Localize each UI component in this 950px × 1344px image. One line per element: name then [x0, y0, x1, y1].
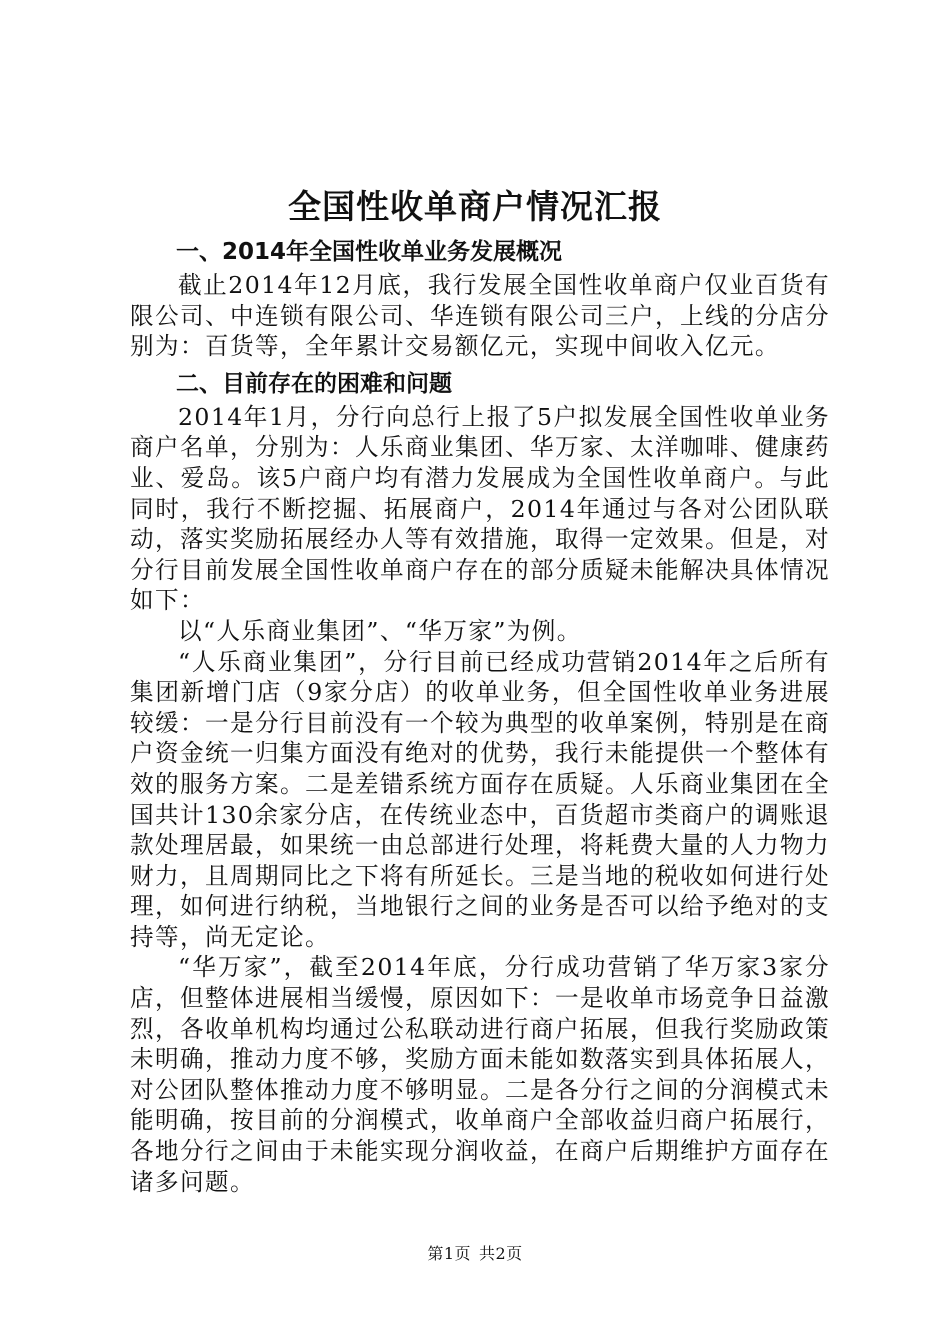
page-number: 第1页 [427, 1244, 471, 1263]
paragraph: 以“人乐商业集团”、“华万家”为例。 [178, 616, 582, 645]
paragraph: 截止2014年12月底，我行发展全国性收单商户仅业百货有限公司、中连锁有限公司、华连锁有限公司三户，上线的分店分别为：百货等，全年累计交易额亿元，实现中间收入亿元。 [130, 271, 830, 361]
section-heading-2: 二、目前存在的困难和问题 [176, 370, 452, 397]
paragraph: “华万家”，截至2014年底，分行成功营销了华万家3家分店，但整体进展相当缓慢，原因如下：一是收单市场竞争日益激烈，各收单机构均通过公私联动进行商户拓展，但我行奖励政策未明确，推动力度不够，奖励方面未能如数落实到具体拓展人，对公团队整体推动力度不够明显。二是各分行之间的分润模式未能明确，按目前的分润模式，收单商户全部收益归商户拓展行，各地分行之间由于未能实现分润收益，在商户后期维护方面存在诸多问题。 [130, 953, 830, 1196]
document-body [130, 234, 830, 1197]
document-title: 全国性收单商户情况汇报 [288, 187, 662, 226]
paragraph: “人乐商业集团”，分行目前已经成功营销2014年之后所有集团新增门店（9家分店）的收单业务，但全国性收单业务进展较缓：一是分行目前没有一个较为典型的收单案例，特别是在商户资金统一归集方面没有绝对的优势，我行未能提供一个整体有效的服务方案。二是差错系统方面存在质疑。人乐商业集团在全国共计130余家分店，在传统业态中，百货超市类商户的调账退款处理居最，如果统一由总部进行处理，将耗费大量的人力物力财力，且周期同比之下将有所延长。三是当地的税收如何进行处理，如何进行纳税，当地银行之间的业务是否可以给予绝对的支持等，尚无定论。 [130, 647, 830, 951]
page-footer [0, 1242, 950, 1266]
paragraph: 2014年1月，分行向总行上报了5户拟发展全国性收单业务商户名单，分别为：人乐商业集团、华万家、太洋咖啡、健康药业、爱岛。该5户商户均有潜力发展成为全国性收单商户。与此同时，我行不断挖掘、拓展商户，2014年通过与各对公团队联动，落实奖励拓展经办人等有效措施，取得一定效果。但是，对分行目前发展全国性收单商户存在的部分质疑未能解决具体情况如下： [130, 402, 830, 615]
section-heading-1: 一、2014年全国性收单业务发展概况 [176, 239, 563, 265]
page-total: 共2页 [479, 1244, 523, 1263]
